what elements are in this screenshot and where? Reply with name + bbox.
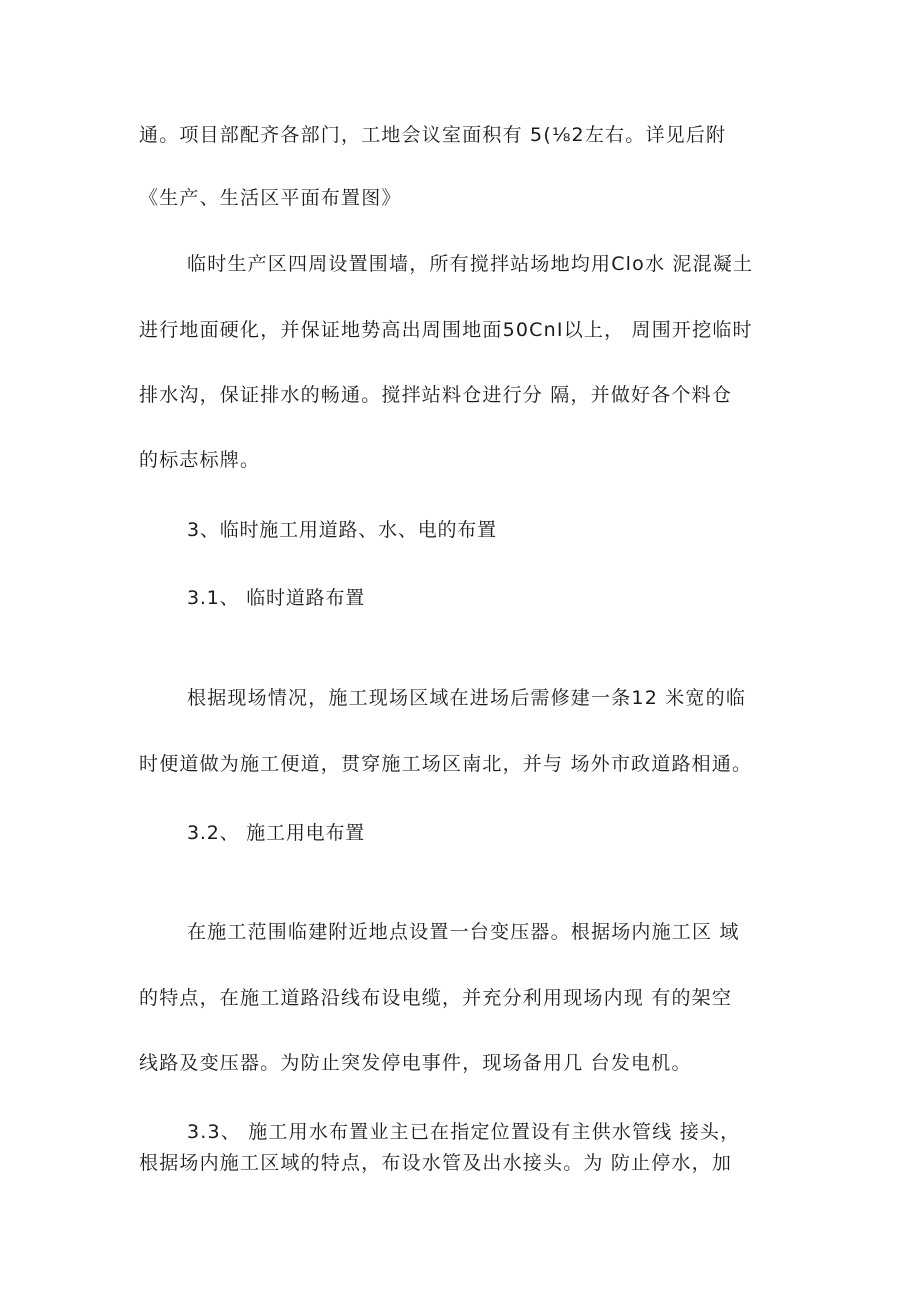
section-heading-3-1: 3.1、 临时道路布置 xyxy=(187,587,366,609)
text-line-16: 根据场内施工区域的特点，布设水管及出水接头。为 防止停水，加 xyxy=(139,1152,733,1174)
text-line-6: 的标志标牌。 xyxy=(139,449,261,471)
text-line-14: 线路及变压器。为防止突发停电事件，现场备用几 台发电机。 xyxy=(139,1052,692,1074)
text-line-4: 进行地面硬化，并保证地势高出周围地面50CnI以上， 周围开挖临时 xyxy=(139,319,753,341)
text-line-10: 时便道做为施工便道，贯穿施工场区南北，并与 场外市政道路相通。 xyxy=(139,753,753,775)
section-heading-3-2: 3.2、 施工用电布置 xyxy=(187,822,366,844)
text-line-9: 根据现场情况，施工现场区域在进场后需修建一条12 米宽的临 xyxy=(187,687,747,709)
text-line-13: 的特点，在施工道路沿线布设电缆，并充分利用现场内现 有的架空 xyxy=(139,987,733,1009)
text-line-12: 在施工范围临建附近地点设置一台变压器。根据场内施工区 域 xyxy=(187,921,740,943)
text-line-1: 通。项目部配齐各部门，工地会议室面积有 5(⅛2左右。详见后附 xyxy=(139,124,727,146)
text-line-2: 《生产、生活区平面布置图》 xyxy=(139,187,402,209)
text-line-5: 排水沟，保证排水的畅通。搅拌站料仓进行分 隔，并做好各个料仓 xyxy=(139,384,733,406)
section-heading-3: 3、临时施工用道路、水、电的布置 xyxy=(187,519,497,541)
text-line-3: 临时生产区四周设置围墙，所有搅拌站场地均用Clo水 泥混凝土 xyxy=(187,253,754,275)
section-heading-3-3: 3.3、 施工用水布置业主已在指定位置设有主供水管线 接头， xyxy=(187,1121,741,1143)
